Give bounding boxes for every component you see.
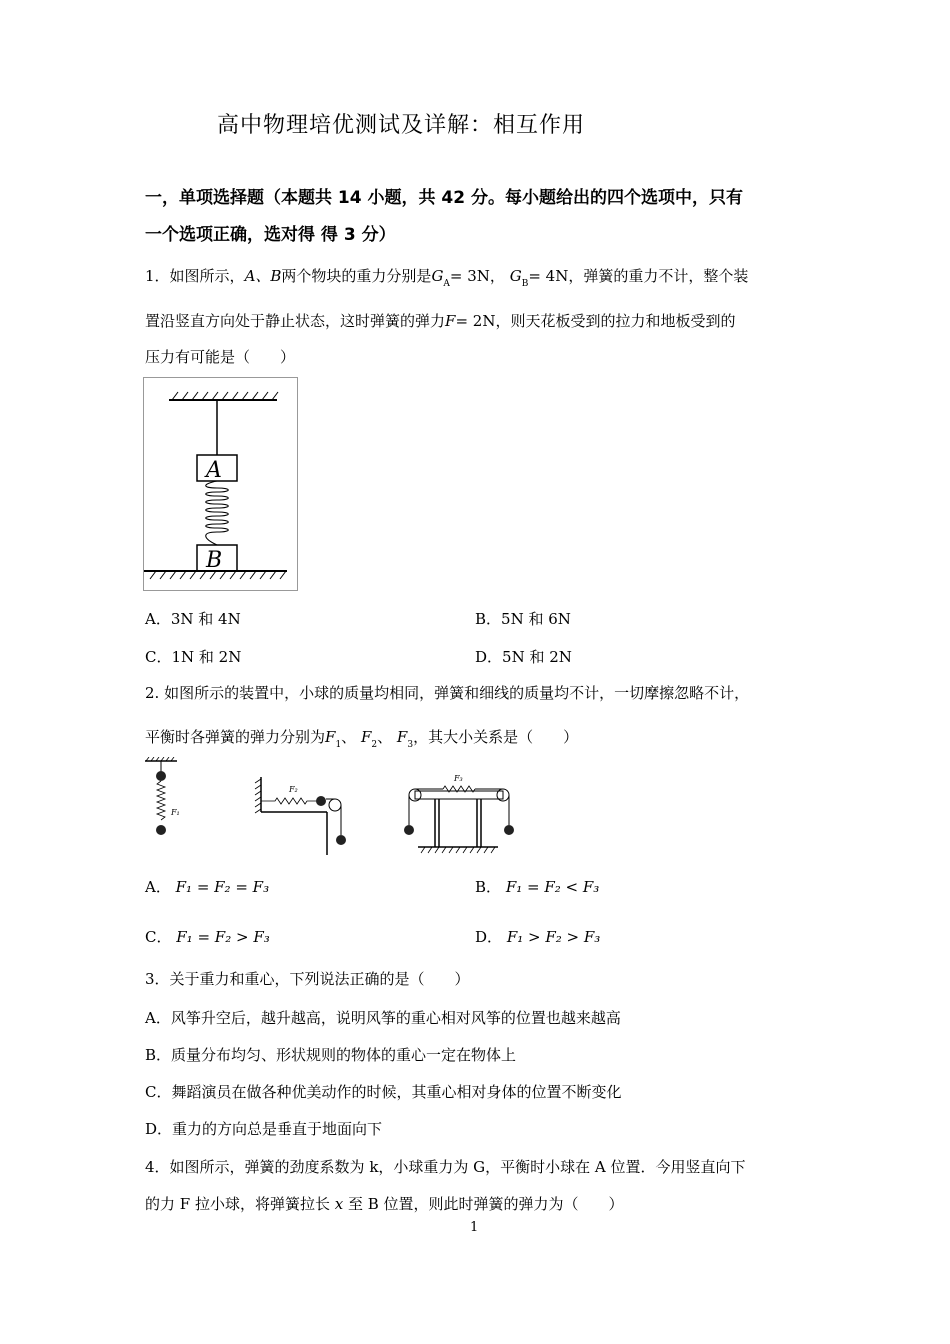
q1-stem-line2: 置沿竖直方向处于静止状态，这时弹簧的弹力F= 2N，则天花板受到的拉力和地板受到的: [145, 312, 736, 330]
q2-option-a[interactable]: A． F₁ = F₂ = F₃: [145, 878, 270, 896]
spring-blocks-diagram: [144, 378, 297, 590]
f2-label: F₂: [289, 785, 298, 794]
block-b-label: B: [206, 548, 223, 573]
q3-option-b[interactable]: B．质量分布均匀、形状规则的物体的重心一定在物体上: [145, 1046, 517, 1064]
q1-option-b[interactable]: B．5N 和 6N: [475, 610, 571, 628]
q4-stem-line2: 的力 F 拉小球，将弹簧拉长 x 至 B 位置，则此时弹簧的弹力为（ ）: [145, 1195, 624, 1213]
f1-label: F₁: [171, 808, 180, 817]
block-a-label: A: [206, 458, 222, 483]
q1-option-a[interactable]: A．3N 和 4N: [145, 610, 241, 628]
section-heading-line1: 一，单项选择题（本题共 14 小题，共 42 分。每小题给出的四个选项中，只有: [145, 188, 743, 208]
section-heading-line2: 一个选项正确，选对得 得 3 分）: [145, 225, 396, 245]
q2-stem-line2: 平衡时各弹簧的弹力分别为$F_1$、 $F_2$、 $F_3$，其大小关系是（ ）: [145, 728, 579, 750]
q2-figure: [143, 757, 523, 857]
q2-stem-line1: 2. 如图所示的装置中，小球的质量均相同，弹簧和细线的质量均不计，一切摩擦忽略不计，: [145, 684, 750, 702]
q3-option-c[interactable]: C．舞蹈演员在做各种优美动作的时候，其重心相对身体的位置不断变化: [145, 1083, 622, 1101]
q3-stem: 3．关于重力和重心，下列说法正确的是（ ）: [145, 970, 470, 988]
f3-label: F₃: [454, 774, 463, 783]
q4-stem-line1: 4．如图所示，弹簧的劲度系数为 k，小球重力为 G，平衡时小球在 A 位置．今用竖直向下: [145, 1158, 746, 1176]
q1-stem-line1: 1．如图所示，A、B两个物块的重力分别是$G_A= 3N$， $G_B= 4N$，弹簧的重力不计，整个装: [145, 267, 749, 289]
q1-stem-line3: 压力有可能是（ ）: [145, 348, 296, 366]
q2-option-c[interactable]: C． F₁ = F₂ > F₃: [145, 928, 270, 946]
q2-option-d[interactable]: D． F₁ > F₂ > F₃: [475, 928, 601, 946]
page-title: 高中物理培优测试及详解：相互作用: [217, 113, 586, 138]
q3-option-a[interactable]: A．风筝升空后，越升越高，说明风筝的重心相对风筝的位置也越来越高: [145, 1009, 621, 1027]
three-spring-setups-diagram: [143, 757, 523, 857]
q1-option-c[interactable]: C．1N 和 2N: [145, 648, 242, 666]
q3-option-d[interactable]: D．重力的方向总是垂直于地面向下: [145, 1120, 383, 1138]
q2-option-b[interactable]: B． F₁ = F₂ < F₃: [475, 878, 600, 896]
q1-option-d[interactable]: D．5N 和 2N: [475, 648, 572, 666]
page-number: 1: [470, 1220, 479, 1235]
q1-figure: [143, 377, 298, 591]
